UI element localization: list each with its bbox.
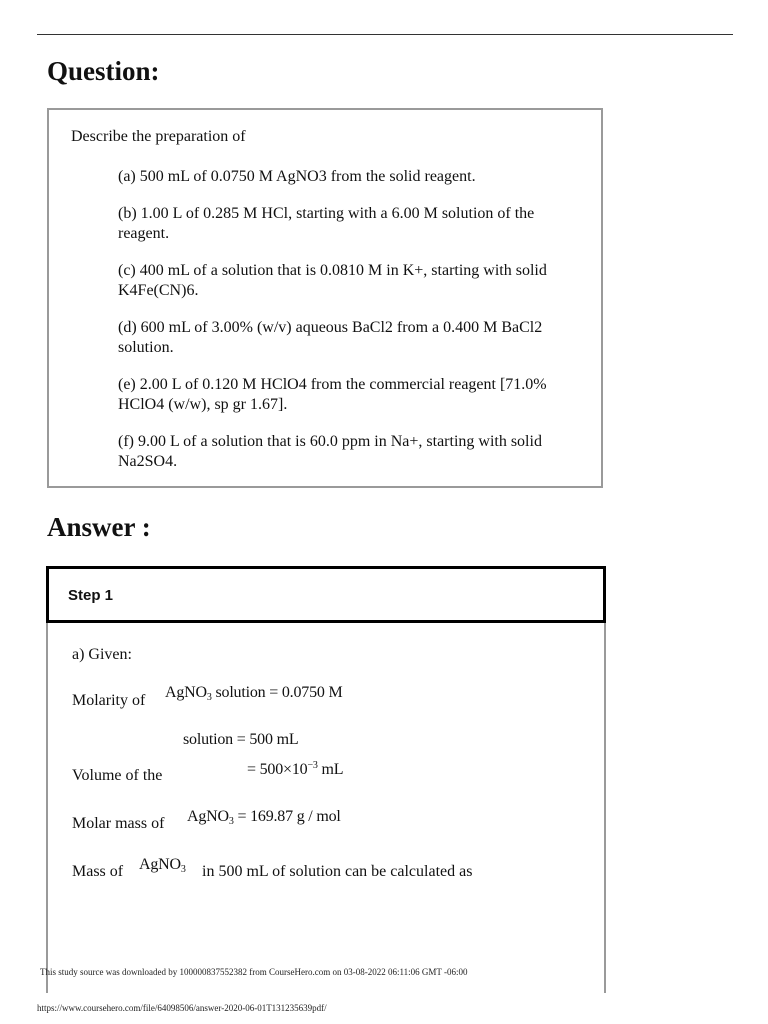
question-item-b: (b) 1.00 L of 0.285 M HCl, starting with a 6.00 M solution of the reagent. — [118, 205, 535, 242]
step-header — [46, 566, 606, 623]
mass-compound: AgNO$_3$ — [139, 856, 186, 875]
answer-body — [46, 623, 606, 993]
volume-label: Volume of the — [72, 767, 163, 784]
question-item-d: (d) 600 mL of 3.00% (w/v) aqueous BaCl2 from a 0.400 M BaCl2 solution. — [118, 319, 543, 356]
question-item-f: (f) 9.00 L of a solution that is 60.0 ppm in Na+, starting with solid Na2SO4. — [118, 433, 542, 470]
question-box — [47, 108, 603, 488]
molarity-label: Molarity of — [72, 692, 146, 709]
question-item-c: (c) 400 mL of a solution that is 0.0810 M in K+, starting with solid K4Fe(CN)6. — [118, 262, 547, 299]
question-item-a: (a) 500 mL of 0.0750 M AgNO3 from the solid reagent. — [118, 168, 476, 185]
mass-description: in 500 mL of solution can be calculated as — [202, 863, 473, 880]
question-item-e: (e) 2.00 L of 0.120 M HClO4 from the commercial reagent [71.0% HClO4 (w/w), sp gr 1.67]. — [118, 376, 547, 413]
mass-label: Mass of — [72, 863, 124, 880]
download-source-notice: This study source was downloaded by 100000837552382 from CourseHero.com on 03-08-2022 06:11:06 GMT -06:00 — [40, 967, 468, 977]
page-url[interactable]: https://www.coursehero.com/file/64098506/answer-2020-06-01T131235639pdf/ — [37, 1003, 327, 1013]
answer-heading: Answer : — [47, 512, 151, 542]
question-heading: Question: — [47, 56, 160, 86]
volume-expression: = $500\times 10^{-3}$ mL — [247, 760, 344, 778]
molarity-expression: AgNO$_3$ solution = 0.0750 M — [165, 684, 343, 703]
molar-mass-expression: AgNO$_3$ = 169.87 g / mol — [187, 808, 341, 827]
question-intro: Describe the preparation of — [71, 128, 246, 145]
top-rule — [37, 34, 733, 35]
step-label: Step 1 — [68, 587, 114, 604]
given-line: a) Given: — [72, 646, 132, 663]
solution-volume-expression: solution = 500 mL — [183, 731, 299, 748]
molar-mass-label: Molar mass of — [72, 815, 165, 832]
